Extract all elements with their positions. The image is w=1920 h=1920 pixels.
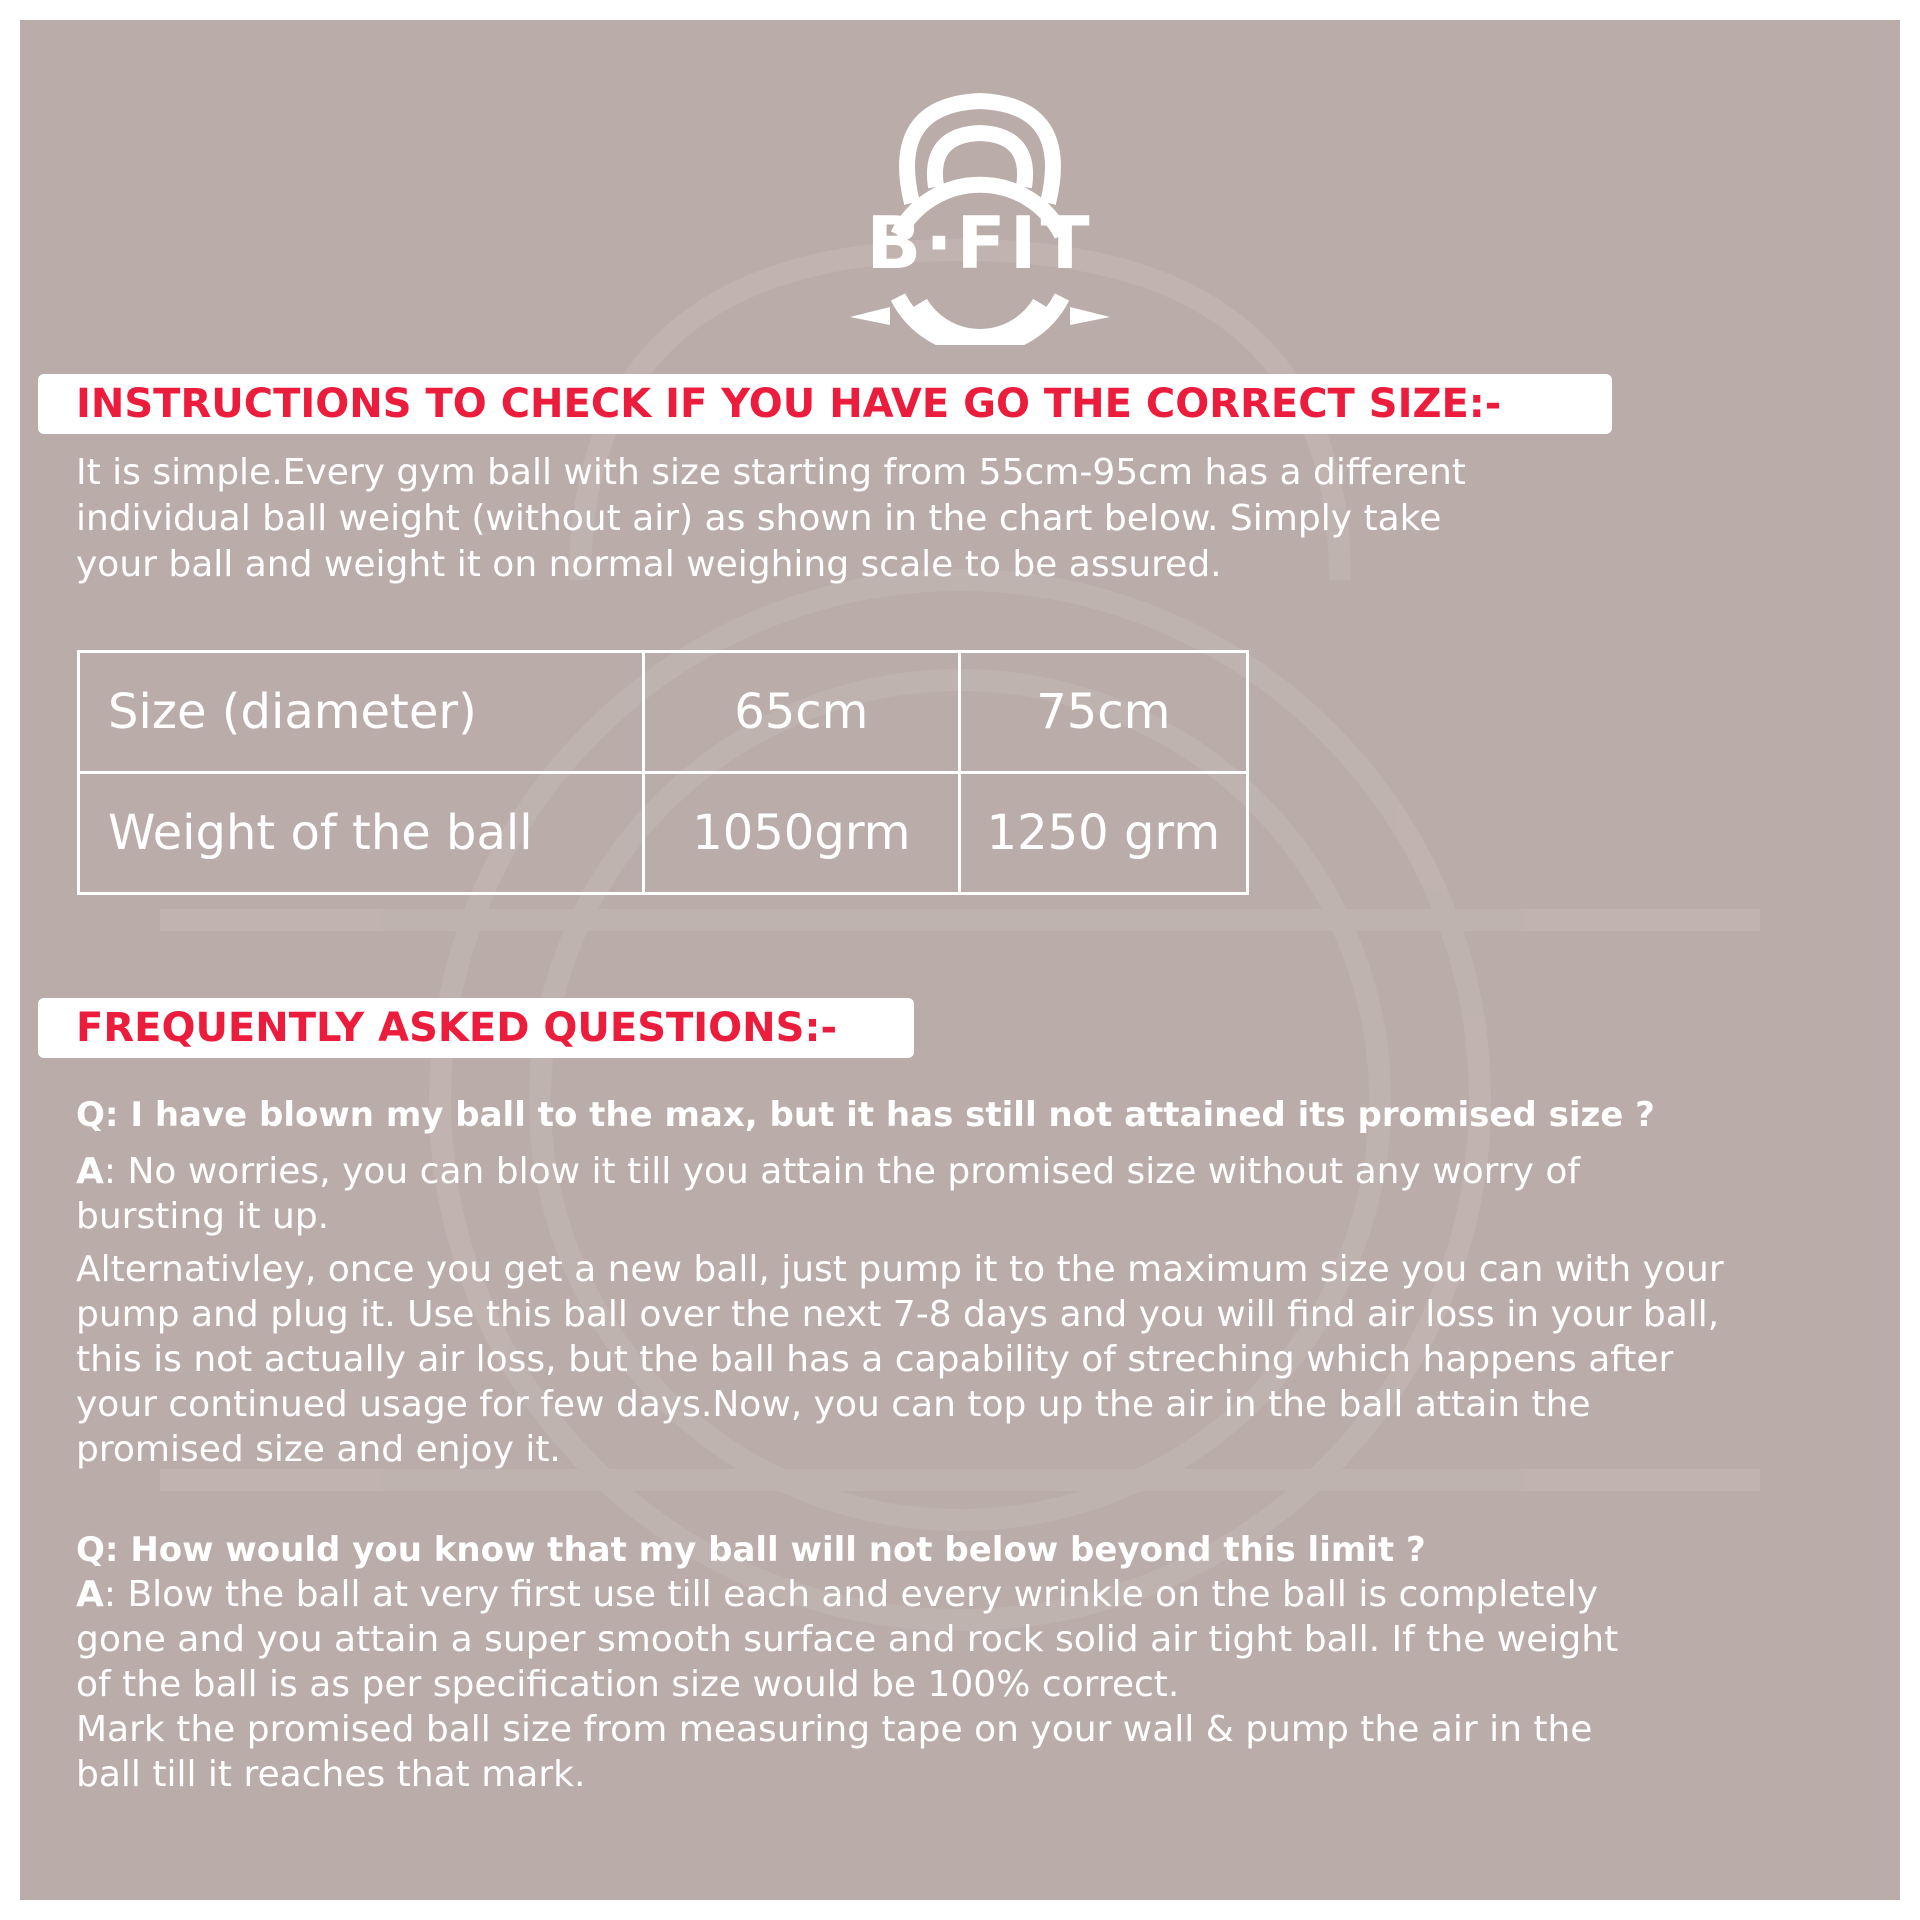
- instructions-heading: INSTRUCTIONS TO CHECK IF YOU HAVE GO THE CORRECT SIZE:-: [76, 381, 1502, 427]
- faq-heading: FREQUENTLY ASKED QUESTIONS:-: [76, 1005, 838, 1051]
- faq-answer-line: of the ball is as per specification size would be 100% correct.: [76, 1664, 1180, 1705]
- faq-item: [76, 1093, 1876, 1472]
- table-cell-value: 1250 grm: [959, 773, 1247, 894]
- instructions-heading-bar: [38, 374, 1612, 434]
- table-row: [79, 773, 1248, 894]
- faq-answer-line: gone and you attain a super smooth surface and rock solid air tight ball. If the weight: [76, 1619, 1619, 1660]
- faq-answer-line: pump and plug it. Use this ball over the next 7-8 days and you will find air loss in your ball,: [76, 1294, 1720, 1335]
- faq-answer: [76, 1572, 1876, 1797]
- instructions-text: [76, 450, 1676, 588]
- instructions-line: individual ball weight (without air) as shown in the chart below. Simply take: [76, 498, 1442, 539]
- table-cell-label: Weight of the ball: [79, 773, 644, 894]
- answer-text: : No worries, you can blow it till you attain the promised size without any worry of: [103, 1151, 1581, 1192]
- answer-prefix: A: [76, 1151, 104, 1192]
- answer-prefix: A: [76, 1574, 104, 1615]
- faq-item: [76, 1528, 1876, 1797]
- answer-text: : Blow the ball at very first use till each and every wrinkle on the ball is completely: [103, 1574, 1598, 1615]
- table-cell-label: Size (diameter): [79, 652, 644, 773]
- faq-answer-line: this is not actually air loss, but the ball has a capability of streching which happens after: [76, 1339, 1674, 1380]
- faq-answer-line: promised size and enjoy it.: [76, 1429, 561, 1470]
- table-row: [79, 652, 1248, 773]
- faq-heading-bar: [38, 998, 914, 1058]
- logo-text: B·FIT: [866, 201, 1094, 285]
- product-info-panel: [20, 20, 1900, 1900]
- faq-answer-line: [76, 1572, 1876, 1617]
- table-cell-value: 1050grm: [644, 773, 960, 894]
- faq-answer: [76, 1149, 1876, 1472]
- table-cell-value: 65cm: [644, 652, 960, 773]
- faq-question: Q: How would you know that my ball will not below beyond this limit ?: [76, 1530, 1426, 1570]
- instructions-line: It is simple.Every gym ball with size starting from 55cm-95cm has a different: [76, 452, 1466, 493]
- bfit-logo: [850, 85, 1110, 345]
- size-weight-table: [77, 650, 1249, 895]
- faq-answer-line: Mark the promised ball size from measuring tape on your wall & pump the air in the: [76, 1709, 1593, 1750]
- faq-answer-line: your continued usage for few days.Now, you can top up the air in the ball attain the: [76, 1384, 1591, 1425]
- faq-answer-line: bursting it up.: [76, 1196, 330, 1237]
- instructions-line: your ball and weight it on normal weighing scale to be assured.: [76, 544, 1222, 585]
- faq-question: Q: I have blown my ball to the max, but it has still not attained its promised size ?: [76, 1095, 1655, 1135]
- faq-answer-line: [76, 1149, 1876, 1194]
- faq-answer-line: ball till it reaches that mark.: [76, 1754, 586, 1795]
- faq-answer-line: Alternativley, once you get a new ball, just pump it to the maximum size you can with your: [76, 1249, 1724, 1290]
- table-cell-value: 75cm: [959, 652, 1247, 773]
